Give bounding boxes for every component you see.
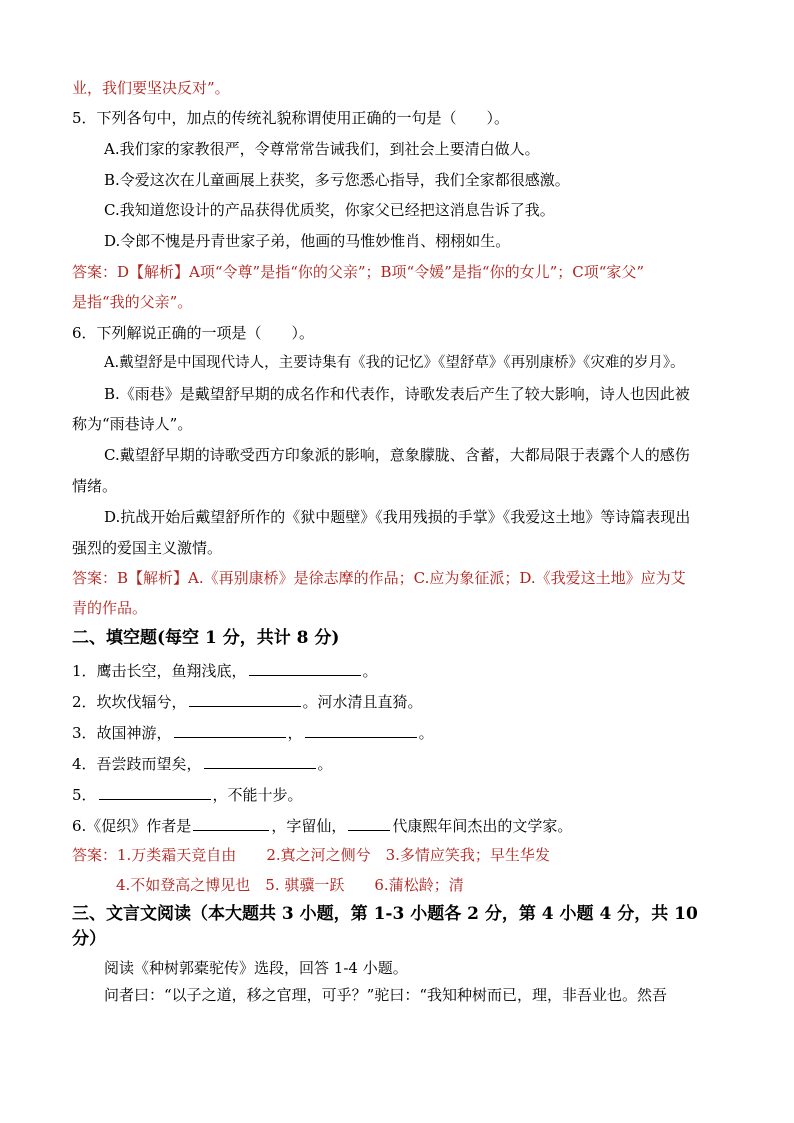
- question-5-option-a: A.我们家的家教很严，令尊常常告诫我们，到社会上要清白做人。: [104, 140, 540, 158]
- answer-continuation: 业，我们要坚决反对”。: [72, 79, 230, 97]
- blank-field[interactable]: [99, 784, 211, 800]
- section-3-title-cont: 分）: [72, 929, 106, 949]
- section-3-intro: 阅读《种树郭橐驼传》选段，回答 1-4 小题。: [104, 959, 408, 977]
- section-3-title: 三、文言文阅读（本大题共 3 小题，第 1-3 小题各 2 分，第 4 小题 4 分，共 10: [72, 904, 698, 924]
- passage-text: 问者曰：“以子之道，移之官理，可乎？”驼曰：“我知种树而已，理，非吾业也。然吾: [104, 986, 668, 1004]
- question-5-option-d: D.令郎不愧是丹青世家子弟，他画的马惟妙惟肖、栩栩如生。: [104, 232, 511, 250]
- blank-field[interactable]: [305, 722, 417, 738]
- question-6-option-c-cont: 情绪。: [72, 477, 118, 495]
- fill-item-3-mid: ，: [287, 724, 303, 742]
- question-6-option-d: D.抗战开始后戴望舒所作的《狱中题壁》《我用残损的手掌》《我爱这土地》等诗篇表现出: [104, 508, 691, 526]
- question-6-option-d-cont: 强烈的爱国主义激情。: [72, 539, 223, 557]
- fill-item-4-text: 4．吾尝跂而望矣，: [72, 755, 202, 773]
- blank-field[interactable]: [174, 722, 286, 738]
- blank-field[interactable]: [348, 815, 390, 831]
- section-2-answer-cont: 4.不如登高之博见也 5. 骐骥一跃 6.蒲松龄；清: [116, 876, 464, 894]
- question-5-answer: 答案：D【解析】A项“令尊”是指“你的父亲”；B项“令媛”是指“你的女儿”；C项“家父”: [72, 263, 645, 281]
- fill-item-3-text: 3．故国神游，: [72, 724, 172, 742]
- blank-field[interactable]: [204, 753, 316, 769]
- blank-field[interactable]: [249, 660, 361, 676]
- fill-item-5: [72, 784, 732, 805]
- question-5-stem: 5．下列各句中，加点的传统礼貌称谓使用正确的一句是（ ）。: [72, 109, 510, 127]
- question-6-option-a: A.戴望舒是中国现代诗人，主要诗集有《我的记忆》《望舒草》《再别康桥》《灾难的岁月》。: [104, 355, 685, 371]
- fill-item-5-tail: ，不能十步。: [212, 786, 303, 804]
- blank-field[interactable]: [189, 691, 301, 707]
- fill-item-6-tail: 代康熙年间杰出的文学家。: [392, 817, 573, 835]
- blank-field[interactable]: [193, 815, 269, 831]
- fill-item-3: [72, 722, 732, 743]
- question-6-answer: 答案：B【解析】A.《再别康桥》是徐志摩的作品；C.应为象征派；D.《我爱这土地》应为艾: [72, 569, 686, 587]
- question-5-option-c: C.我知道您设计的产品获得优质奖，你家父已经把这消息告诉了我。: [104, 201, 555, 219]
- fill-item-4: [72, 753, 732, 774]
- fill-item-6-mid: ，字留仙，: [271, 817, 347, 835]
- fill-item-2: [72, 691, 732, 712]
- fill-item-1-text: 1．鹰击长空，鱼翔浅底，: [72, 662, 247, 680]
- fill-item-1: [72, 660, 732, 681]
- question-6-answer-cont: 青的作品。: [72, 599, 148, 617]
- fill-item-1-tail: 。: [362, 662, 378, 680]
- fill-item-2-text: 2．坎坎伐辐兮，: [72, 693, 187, 711]
- fill-item-2-tail: 。河水清且直猗。: [302, 693, 423, 711]
- question-6-stem: 6．下列解说正确的一项是（ ）。: [72, 324, 315, 342]
- fill-item-3-tail: 。: [418, 724, 434, 742]
- fill-item-4-tail: 。: [317, 755, 333, 773]
- fill-item-6-text: 6.《促织》作者是: [72, 817, 192, 835]
- question-5-answer-cont: 是指“我的父亲”。: [72, 293, 193, 311]
- section-2-title: 二、填空题(每空 1 分，共计 8 分): [72, 628, 340, 648]
- question-6-option-b-cont: 称为“雨巷诗人”。: [72, 415, 193, 433]
- fill-item-6: [72, 815, 732, 836]
- question-6-option-c: C.戴望舒早期的诗歌受西方印象派的影响，意象朦胧、含蓄，大都局限于表露个人的感伤: [104, 446, 690, 464]
- question-5-option-b: B.令爱这次在儿童画展上获奖，多亏您悉心指导，我们全家都很感激。: [104, 171, 570, 189]
- question-6-option-b: B.《雨巷》是戴望舒早期的成名作和代表作，诗歌发表后产生了较大影响，诗人也因此被: [104, 385, 690, 403]
- fill-item-5-text: 5．: [72, 786, 97, 804]
- section-2-answer: 答案：1.万类霜天竞自由 2.寘之河之侧兮 3.多情应笑我；早生华发: [72, 846, 550, 864]
